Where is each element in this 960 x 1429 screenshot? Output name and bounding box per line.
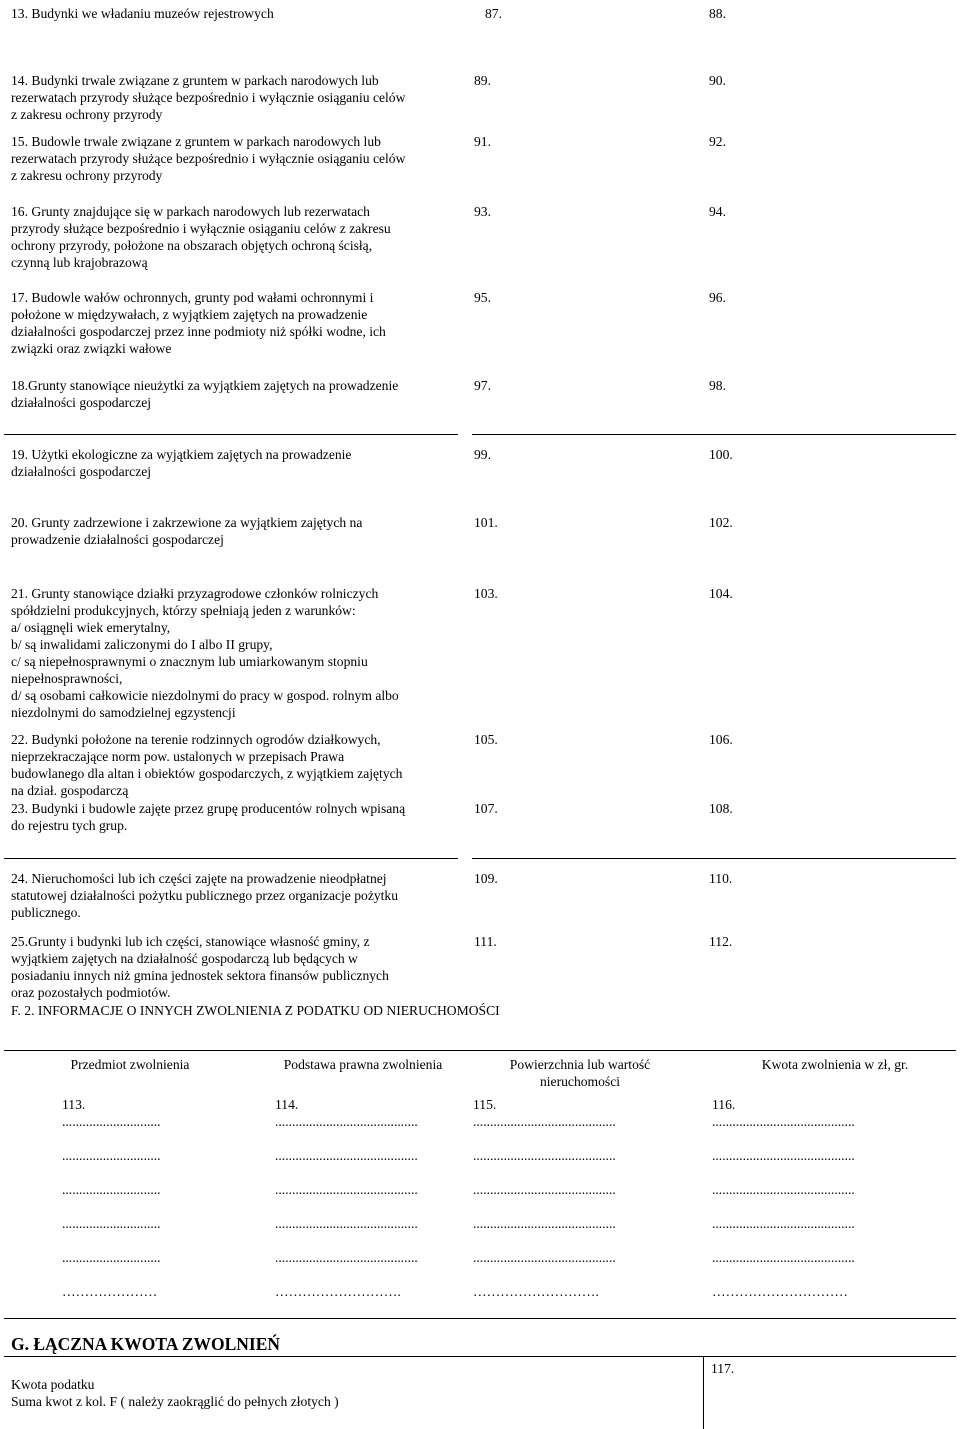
divider — [4, 1356, 956, 1357]
section-g-title: G. ŁĄCZNA KWOTA ZWOLNIEŃ — [11, 1334, 281, 1354]
divider — [472, 858, 956, 859]
divider — [4, 434, 458, 435]
field-number: 100. — [709, 447, 733, 462]
field-number: 115. — [473, 1097, 497, 1112]
field-number: 92. — [709, 134, 726, 149]
col-header-area-value: Powierzchnia lub wartość nieruchomości — [509, 1057, 651, 1089]
sum-label: Suma kwot z kol. F ( należy zaokrąglić do pełnych złotych ) — [11, 1394, 339, 1409]
row-desc: 21. Grunty stanowiące działki przyzagrodowe członków rolniczych spółdzielni produkcyjnych, którzy spełniają jeden z warunków: a/ osiągnęli wiek emerytalny, b/ są inwalidami zaliczonymi do I albo II grupy, c/ są niepełnosprawnymi o znacznym lub umiarkowanym stopniu niepełnosprawności, d/ są osobami całkowicie niezdolnymi do pracy w gospod. rolnym albo niezdolnymi do samodzielnej egzystencji — [11, 586, 399, 720]
row-desc: 17. Budowle wałów ochronnych, grunty pod wałami ochronnymi i położone w międzywałach, z wyjątkiem zajętych na prowadzenie działalności gospodarczej przez inne podmioty niż spółki wodne, ich związki oraz związki wałowe — [11, 290, 386, 356]
field-number: 88. — [709, 6, 726, 21]
field-number: 102. — [709, 515, 733, 530]
tax-amount-label: Kwota podatku — [11, 1377, 95, 1392]
field-number: 104. — [709, 586, 733, 601]
row-desc: 23. Budynki i budowle zajęte przez grupę producentów rolnych wpisaną do rejestru tych grup. — [11, 801, 406, 833]
field-number: 105. — [474, 732, 498, 747]
col-header-legal-basis: Podstawa prawna zwolnienia — [283, 1057, 443, 1072]
field-number: 91. — [474, 134, 491, 149]
field-number: 112. — [709, 934, 733, 949]
field-number: 109. — [474, 871, 498, 886]
field-number: 93. — [474, 204, 491, 219]
row-desc: 22. Budynki położone na terenie rodzinnych ogrodów działkowych, nieprzekraczające norm pow. ustalonych w przepisach Prawa budowlanego dla altan i obiektów gospodarczych, z wyjątkiem zajętych na dział. gospodarczą — [11, 732, 403, 798]
field-number: 97. — [474, 378, 491, 393]
row-desc: 20. Grunty zadrzewione i zakrzewione za wyjątkiem zajętych na prowadzenie działalności gospodarczej — [11, 515, 363, 547]
divider — [472, 434, 956, 435]
dotted-field-legal-basis[interactable]: .......................................... .......................................... .......................................... .......................................... .......................................... ………………………. — [275, 1114, 418, 1299]
field-number: 116. — [712, 1097, 736, 1112]
field-number: 94. — [709, 204, 726, 219]
col-header-subject: Przedmiot zwolnienia — [70, 1057, 190, 1072]
dotted-field-subject[interactable]: ............................. ............................. ............................. ............................. ............................. ………………… — [62, 1114, 161, 1299]
dotted-field-area-value[interactable]: .......................................... .......................................... .......................................... .......................................... .......................................... ………………………. — [473, 1114, 616, 1299]
row-desc: 13. Budynki we władaniu muzeów rejestrowych — [11, 6, 274, 21]
divider — [4, 1050, 956, 1051]
dotted-field-amount[interactable]: .......................................... .......................................... .......................................... .......................................... .......................................... ………………………… — [712, 1114, 855, 1299]
field-number: 111. — [474, 934, 497, 949]
field-number: 110. — [709, 871, 733, 886]
row-desc: 15. Budowle trwale związane z gruntem w parkach narodowych lub rezerwatach przyrody służące bezpośrednio i wyłącznie osiąganiu celów z zakresu ochrony przyrody — [11, 134, 406, 183]
field-number: 107. — [474, 801, 498, 816]
col-header-amount: Kwota zwolnienia w zł, gr. — [761, 1057, 909, 1072]
field-number: 101. — [474, 515, 498, 530]
field-number: 114. — [275, 1097, 299, 1112]
divider — [4, 858, 458, 859]
field-number: 98. — [709, 378, 726, 393]
divider — [4, 1318, 956, 1319]
row-desc: 16. Grunty znajdujące się w parkach narodowych lub rezerwatach przyrody służące bezpośrednio i wyłącznie osiąganiu celów z zakresu ochrony przyrody, położone na obszarach objętych ochroną ścisłą, czynną lub krajobrazową — [11, 204, 391, 270]
row-desc: 19. Użytki ekologiczne za wyjątkiem zajętych na prowadzenie działalności gospodarczej — [11, 447, 352, 479]
field-number: 108. — [709, 801, 733, 816]
field-number: 87. — [485, 6, 502, 21]
field-number: 103. — [474, 586, 498, 601]
row-desc: 24. Nieruchomości lub ich części zajęte na prowadzenie nieodpłatnej statutowej działalności pożytku publicznego przez organizacje pożytku publicznego. — [11, 871, 399, 920]
field-number: 106. — [709, 732, 733, 747]
row-desc: 18.Grunty stanowiące nieużytki za wyjątkiem zajętych na prowadzenie działalności gospodarczej — [11, 378, 399, 410]
field-number: 90. — [709, 73, 726, 88]
row-desc: 14. Budynki trwale związane z gruntem w parkach narodowych lub rezerwatach przyrody służące bezpośrednio i wyłącznie osiąganiu celów z zakresu ochrony przyrody — [11, 73, 406, 122]
field-number: 89. — [474, 73, 491, 88]
row-desc: 25.Grunty i budynki lub ich części, stanowiące własność gminy, z wyjątkiem zajętych na działalność gospodarczą lub będących w posiadaniu innych niż gmina jednostek sektora finansów publicznych oraz pozostałych podmiotów. — [11, 934, 389, 1000]
field-number: 96. — [709, 290, 726, 305]
field-number-total[interactable]: 117. — [711, 1361, 735, 1376]
field-number: 95. — [474, 290, 491, 305]
field-number: 113. — [62, 1097, 86, 1112]
field-number: 99. — [474, 447, 491, 462]
field-divider — [703, 1356, 704, 1429]
section-f2-title: F. 2. INFORMACJE O INNYCH ZWOLNIENIA Z PODATKU OD NIERUCHOMOŚCI — [11, 1003, 500, 1018]
